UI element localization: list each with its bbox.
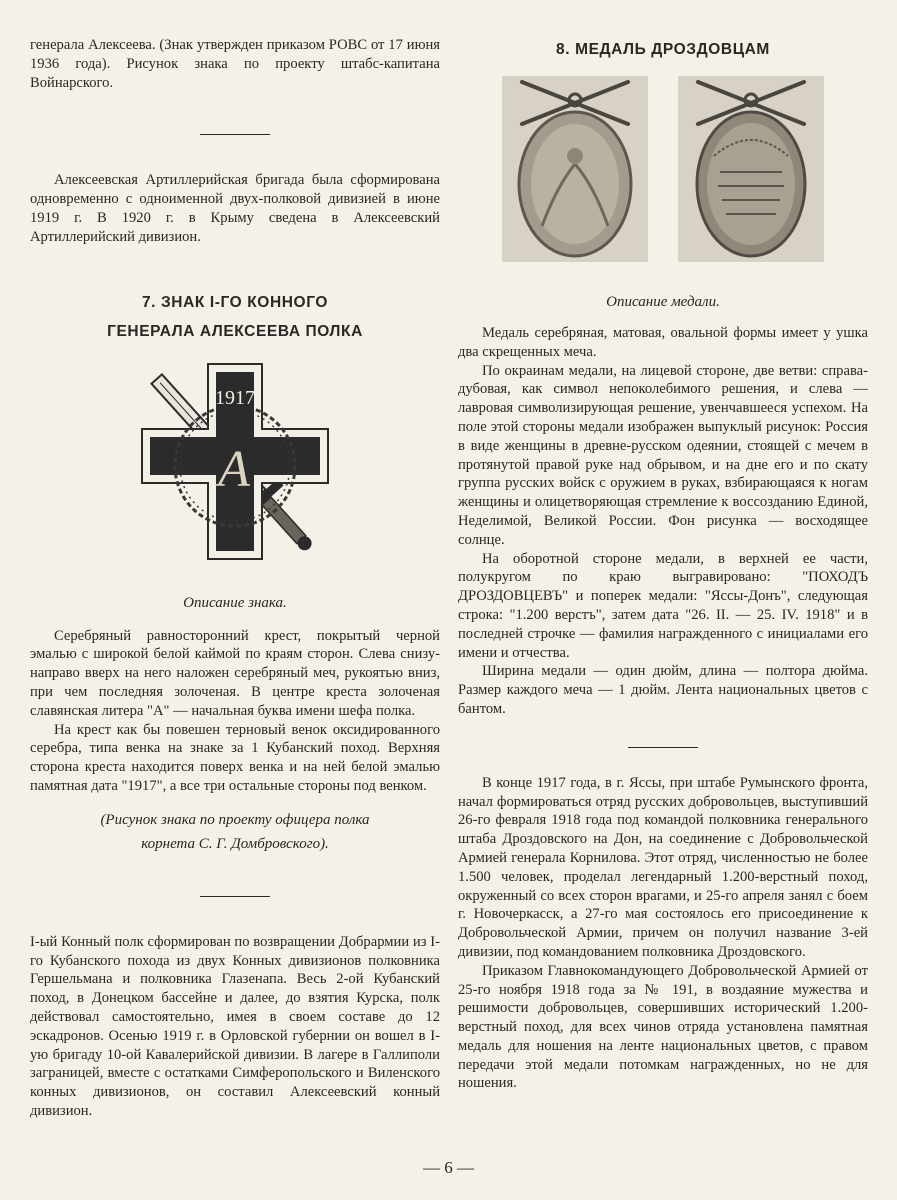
badge-description-paragraph-1: Серебряный равносторонний крест, покрытый черной эмалью с широкой белой каймой по краям сторон. Слева снизу-направо вверх на него наложен серебряный меч, рукоятью вниз, при чем последняя золоченая. В центре креста золоченая славянская литера "А" — начальная буква имени шефа полка. — [30, 627, 440, 719]
right-column — [458, 36, 868, 1093]
regiment-badge-image — [130, 354, 340, 579]
medal-description-paragraph-1: Медаль серебряная, матовая, овальной формы имеет у ушка два скрещенных меча. — [458, 325, 868, 360]
section-heading-8: 8. МЕДАЛЬ ДРОЗДОВЦАМ — [556, 41, 770, 58]
medal-obverse-image — [502, 76, 648, 262]
credit-line-1: (Рисунок знака по проекту офицера полка — [100, 811, 370, 828]
page-number: — 6 — — [423, 1158, 474, 1177]
badge-date: 1917 — [215, 386, 255, 409]
intro-paragraph: генерала Алексеева. (Знак утвержден приказом РОВС от 17 июня 1936 года). Рисунок знака по проекту штабс-капитана Войнарского. — [30, 37, 440, 91]
credit-line-2: корнета С. Г. Домбровского). — [141, 835, 329, 852]
drawing-credit — [30, 808, 440, 856]
artillery-brigade-paragraph: Алексеевская Артиллерийская бригада была сформирована одновременно с одноименной двух-полковой дивизией в июне 1919 г. В 1920 г. в Крыму сведена в Алексеевский Артиллерийский дивизион. — [30, 172, 440, 245]
medal-caption: Описание медали. — [606, 294, 720, 310]
section-heading-7 — [30, 293, 440, 342]
medal-reverse-image — [678, 76, 824, 262]
badge-caption: Описание знака. — [183, 594, 287, 611]
badge-letter: А — [218, 440, 250, 498]
regiment-history-paragraph: I-ый Конный полк сформирован по возвращении Добрармии из I-го Кубанского похода из двух Конных дивизионов полковника Гершельмана и полковника Глазенапа. Весь 2-ой Кубанский поход, в Донецком бассейне и далее, до взятия Курска, полк действовал самостоятельно, имея в своем составе до 12 эскадронов. Осенью 1919 г. в Орловской губернии он вошел в I-ую бригаду 10-ой Кавалерийской дивизии. В лагере в Галлиполи заграницей, вместе с остатками Симферопольского и Виленского конных дивизионов, он составил Алексеевский конный дивизион. — [30, 933, 440, 1119]
medal-description-paragraph-2: По окраинам медали, на лицевой стороне, две ветви: справа-дубовая, как символ непоколебимого решения, и слева — лавровая символизирующая решение, увенчавшееся успехом. На поле этой стороны медали изображен выпуклый рисунок: Россия в виде женщины в древне-русском одеянии, стоящей с мечем в протянутой правой руке над обрывом, и на дне его и по скату группа русских войск с оружием в руках, взбирающаяся к ногам женщины и олицетворяющая стремление к воссозданию Единой, Неделимой, Великой России. Фон рисунка — восходящее солнце. — [458, 362, 868, 548]
drozdovsky-history-paragraph-1: В конце 1917 года, в г. Яссы, при штабе Румынского фронта, начал формироваться отряд русских добровольцев, выступивший 26-го февраля 1918 года под командой полковника генерального штаба Дроздовского на Дон, на соединение с Добровольческой Армией генерала Корнилова. Этот отряд, численностью не более 1.500 человек, проделал легендарный 1.200-верстный поход, окруженный со всех сторон врагами, и 25-го апреля занял с боем г. Новочеркасск, а 27-го мая состоялось его присоединение к Добровольческой Армии, причем он получил название 3-ей дивизии, под командованием полковника Дроздовского. — [458, 774, 868, 960]
heading-line-1: 7. ЗНАК I-ГО КОННОГО — [141, 293, 329, 311]
left-column — [30, 36, 440, 1121]
medal-description-paragraph-3: На оборотной стороне медали, в верхней ее части, полукругом по краю выгравировано: "ПОХОДЪ ДРОЗДОВЦЕВЪ" и поперек медали: "Яссы-Донъ", следующая строка: "1.200 верстъ", затем дата "26. II. — 25. IV. 1918" и в последней строчке — фамилия награжденного с инициалами его имени и отчества. — [458, 550, 868, 661]
medal-description-paragraph-4: Ширина медали — один дюйм, длина — полтора дюйма. Размер каждого меча — 1 дюйм. Лента национальных цветов с бантом. — [458, 663, 868, 717]
medal-photos — [458, 76, 868, 262]
drozdovsky-history-paragraph-2: Приказом Главнокомандующего Добровольческой Армией от 25-го ноября 1918 года за № 191, в воздаяние мужества и решимости добровольцев, совершивших исторический 1.200-верстный поход, для всех чинов отряда установлена памятная медаль для ношения на ленте национальных цветов, с правом передачи этой медали потомкам награжденных, но не для ношения. — [458, 962, 868, 1092]
badge-description-paragraph-2: На крест как бы повешен терновый венок оксидированного серебра, типа венка на знаке за 1 Кубанский поход. Верхняя сторона креста находится поверх венка и на ней белой эмалью памятная дата "1917", а все три остальные стороны под венком. — [30, 721, 440, 794]
heading-line-2: ГЕНЕРАЛА АЛЕКСЕЕВА ПОЛКА — [107, 322, 363, 340]
